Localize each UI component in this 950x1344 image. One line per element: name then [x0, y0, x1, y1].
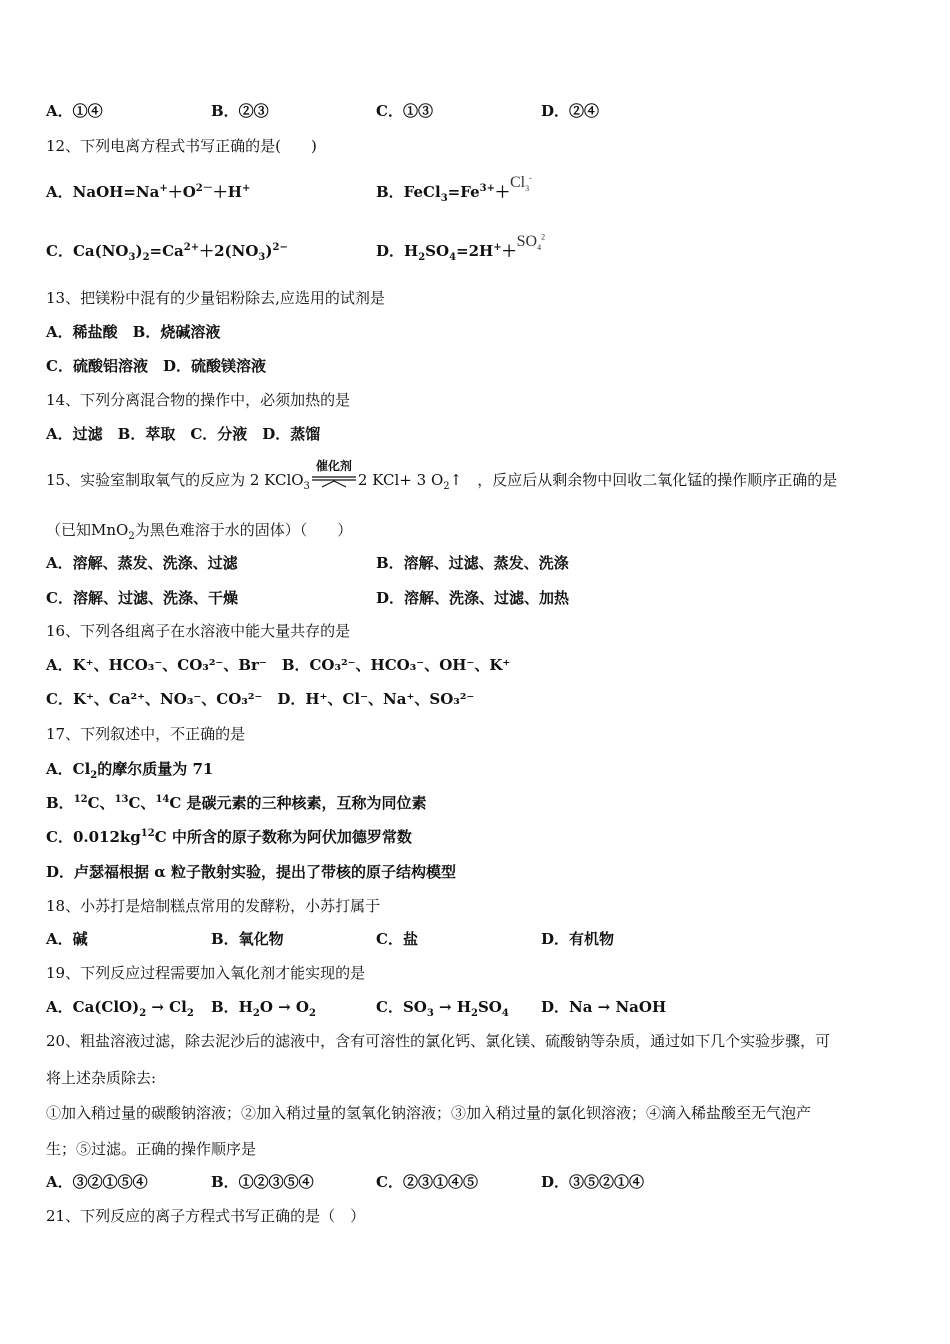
q12-b-ion: $Cl_3^-$	[509, 173, 532, 194]
q14-options: A．过滤 B．萃取 C．分液 D．蒸馏	[46, 425, 321, 443]
q19-option-b: B．$H_2O \to O_2$	[211, 998, 316, 1019]
q20-steps-line2: 生；⑤过滤。正确的操作顺序是	[46, 1140, 257, 1158]
q18-option-d: D．有机物	[541, 930, 615, 948]
q16-options-cd: C．K⁺、Ca²⁺、NO₃⁻、CO₃²⁻ D．H⁺、Cl⁻、Na⁺、SO₃²⁻	[46, 690, 475, 708]
q11-option-d: D．②④	[541, 102, 600, 120]
q20-stem-line2: 将上述杂质除去:	[46, 1069, 157, 1087]
catalyst-label: 催化剂	[315, 459, 352, 473]
q12-d-ion: $SO_4^2$	[516, 232, 546, 253]
q15-option-d: D．溶解、洗涤、过滤、加热	[376, 589, 570, 607]
q18-option-a: A．碱	[46, 930, 88, 948]
q15-option-c: C．溶解、过滤、洗涤、干燥	[46, 589, 238, 607]
q17-option-a: A．$Cl_2$的摩尔质量为 71	[46, 760, 214, 781]
q15-stem: 15、实验室制取氧气的反应为 2 KClO$_3$ 催化剂 2 KCl+ 3 $O_2↑$ ，反应后从剩余物中回收二氧化锰的操作顺序正确的是	[46, 470, 837, 490]
q15-option-b: B．溶解、过滤、蒸发、洗涤	[376, 554, 569, 572]
q18-option-b: B．氧化物	[211, 930, 284, 948]
q20-option-c: C．②③①④⑤	[376, 1173, 478, 1191]
q19-options	[46, 997, 706, 1017]
q19-stem: 19、下列反应过程需要加入氧化剂才能实现的是	[46, 964, 366, 982]
q12-options-cd	[46, 232, 706, 263]
catalyst-arrow	[310, 459, 358, 488]
q12-option-d: D．$H_2SO_4=2H^++SO_4^2$	[376, 232, 546, 263]
q16-stem: 16、下列各组离子在水溶液中能大量共存的是	[46, 622, 351, 640]
q21-stem: 21、下列反应的离子方程式书写正确的是（ ）	[46, 1207, 366, 1225]
q17-option-b: B．$^{12}$C、$^{13}$C、$^{14}$C 是碳元素的三种核素，互称为同位素	[46, 794, 427, 812]
q19-option-c: C．$SO_3 \to H_2SO_4$	[376, 998, 509, 1019]
q15-option-a: A．溶解、蒸发、洗涤、过滤	[46, 554, 238, 572]
q11-options	[46, 101, 706, 121]
q16-options-ab: A．K⁺、HCO₃⁻、CO₃²⁻、Br⁻ B．CO₃²⁻、HCO₃⁻、OH⁻、K⁺	[46, 656, 511, 674]
q13-stem: 13、把镁粉中混有的少量铝粉除去,应选用的试剂是	[46, 289, 385, 307]
q13-options-cd: C．硫酸铝溶液 D．硫酸镁溶液	[46, 357, 266, 375]
q15-note: （已知MnO$_2$为黑色难溶于水的固体）（ ）	[46, 521, 353, 542]
q12-stem: 12、下列电离方程式书写正确的是( )	[46, 137, 317, 155]
q11-option-a: A．①④	[46, 102, 103, 120]
q19-option-a: A．$Ca(ClO)_2 \to Cl_2$	[46, 998, 194, 1019]
q18-options	[46, 929, 706, 949]
q13-options-ab: A．稀盐酸 B．烧碱溶液	[46, 323, 221, 341]
q20-steps-line1: ①加入稍过量的碳酸钠溶液；②加入稍过量的氢氧化钠溶液；③加入稍过量的氯化钡溶液；④滴入稀盐酸至无气泡产	[46, 1104, 812, 1122]
q20-options	[46, 1172, 706, 1192]
q20-stem-line1: 20、粗盐溶液过滤，除去泥沙后的滤液中，含有可溶性的氯化钙、氯化镁、硫酸钠等杂质，通过如下几个实验步骤，可	[46, 1032, 831, 1050]
q18-option-c: C．盐	[376, 930, 418, 948]
q15-options-ab	[46, 553, 706, 573]
q15-options-cd	[46, 588, 706, 608]
q18-stem: 18、小苏打是焙制糕点常用的发酵粉，小苏打属于	[46, 897, 381, 915]
q19-option-d: D．Na → NaOH	[541, 998, 667, 1016]
q17-stem: 17、下列叙述中，不正确的是	[46, 725, 246, 743]
q17-option-d: D．卢瑟福根据 α 粒子散射实验，提出了带核的原子结构模型	[46, 863, 456, 881]
q12-option-c: C．$Ca(NO_3)_2=Ca^{2+}+2(NO_3)^{2-}$	[46, 242, 288, 263]
q20-option-b: B．①②③⑤④	[211, 1173, 314, 1191]
q12-option-a: A．$NaOH=Na^++O^{2-}+H^+$	[46, 183, 251, 201]
q12-options-ab	[46, 173, 706, 204]
q17-option-c: C．$0.012kg^{12}C$ 中所含的原子数称为阿伏加德罗常数	[46, 828, 412, 846]
q11-option-b: B．②③	[211, 102, 269, 120]
q11-option-c: C．①③	[376, 102, 433, 120]
q12-option-b: B．$FeCl_3=Fe^{3+}+Cl_3^-$	[376, 173, 532, 204]
q14-stem: 14、下列分离混合物的操作中，必须加热的是	[46, 391, 351, 409]
q20-option-a: A．③②①⑤④	[46, 1173, 148, 1191]
q20-option-d: D．③⑤②①④	[541, 1173, 645, 1191]
